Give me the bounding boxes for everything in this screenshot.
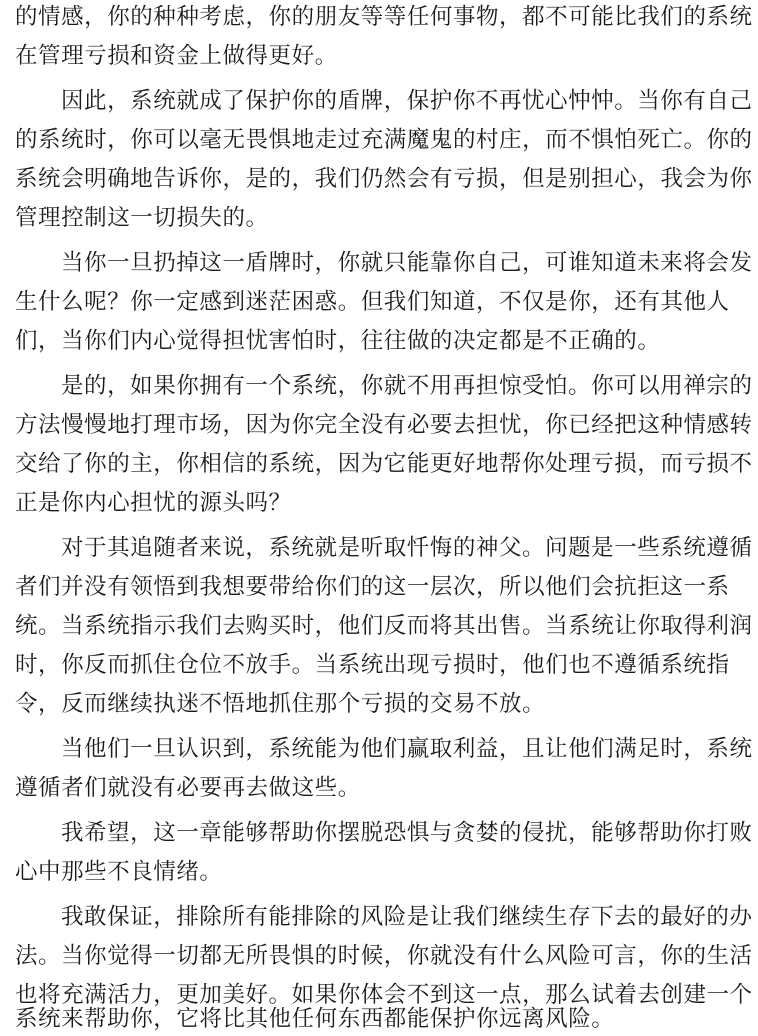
text-line: 遵循者们就没有必要再去做这些。 — [15, 775, 361, 801]
text-line: 的情感，你的种种考虑，你的朋友等等任何事物，都不可能比我们的系统 — [15, 4, 753, 30]
text-line: 因此，系统就成了保护你的盾牌，保护你不再忧心忡忡。当你有自己 — [61, 88, 753, 114]
text-line: 统。当系统指示我们去购买时，他们反而将其出售。当系统让你取得利润 — [15, 613, 753, 639]
text-line: 的系统时，你可以毫无畏惧地走过充满魔鬼的村庄，而不惧怕死亡。你的 — [15, 127, 753, 153]
text-line: 在管理亏损和资金上做得更好。 — [15, 43, 338, 69]
text-line: 们，当你们内心觉得担忧害怕时，往往做的决定都是不正确的。 — [15, 328, 661, 354]
text-line: 系统会明确地告诉你，是的，我们仍然会有亏损，但是别担心，我会为你 — [15, 166, 753, 192]
text-line: 生什么呢？你一定感到迷茫困惑。但我们知道，不仅是你，还有其他人 — [15, 289, 730, 315]
text-line: 管理控制这一切损失的。 — [15, 205, 269, 231]
text-line: 交给了你的主，你相信的系统，因为它能更好地帮你处理亏损，而亏损不 — [15, 451, 753, 477]
text-line: 者们并没有领悟到我想要带给你们的这一层次，所以他们会抗拒这一系 — [15, 574, 730, 600]
text-line: 时，你反而抓住仓位不放手。当系统出现亏损时，他们也不遵循系统指 — [15, 652, 730, 678]
text-line: 是的，如果你拥有一个系统，你就不用再担惊受怕。你可以用禅宗的 — [61, 373, 753, 399]
text-line: 也将充满活力，更加美好。如果你体会不到这一点，那么试着去创建一个 — [15, 982, 753, 1008]
text-line: 心中那些不良情绪。 — [15, 859, 223, 885]
text-line: 正是你内心担忧的源头吗？ — [15, 490, 292, 516]
text-line: 我希望，这一章能够帮助你摆脱恐惧与贪婪的侵扰，能够帮助你打败 — [61, 820, 753, 846]
text-line: 系统来帮助你，它将比其他任何东西都能保护你远离风险。 — [15, 1006, 615, 1032]
text-line: 方法慢慢地打理市场，因为你完全没有必要去担忧，你已经把这种情感转 — [15, 412, 753, 438]
document-page — [15, 0, 753, 1036]
text-line: 我敢保证，排除所有能排除的风险是让我们继续生存下去的最好的办 — [61, 904, 753, 930]
text-line: 对于其追随者来说，系统就是听取忏悔的神父。问题是一些系统遵循 — [61, 535, 753, 561]
text-line: 当你一旦扔掉这一盾牌时，你就只能靠你自己，可谁知道未来将会发 — [61, 250, 753, 276]
text-line: 法。当你觉得一切都无所畏惧的时候，你就没有什么风险可言，你的生活 — [15, 943, 753, 969]
text-line: 当他们一旦认识到，系统能为他们赢取利益，且让他们满足时，系统 — [61, 736, 753, 762]
text-line: 令，反而继续执迷不悟地抓住那个亏损的交易不放。 — [15, 691, 546, 717]
